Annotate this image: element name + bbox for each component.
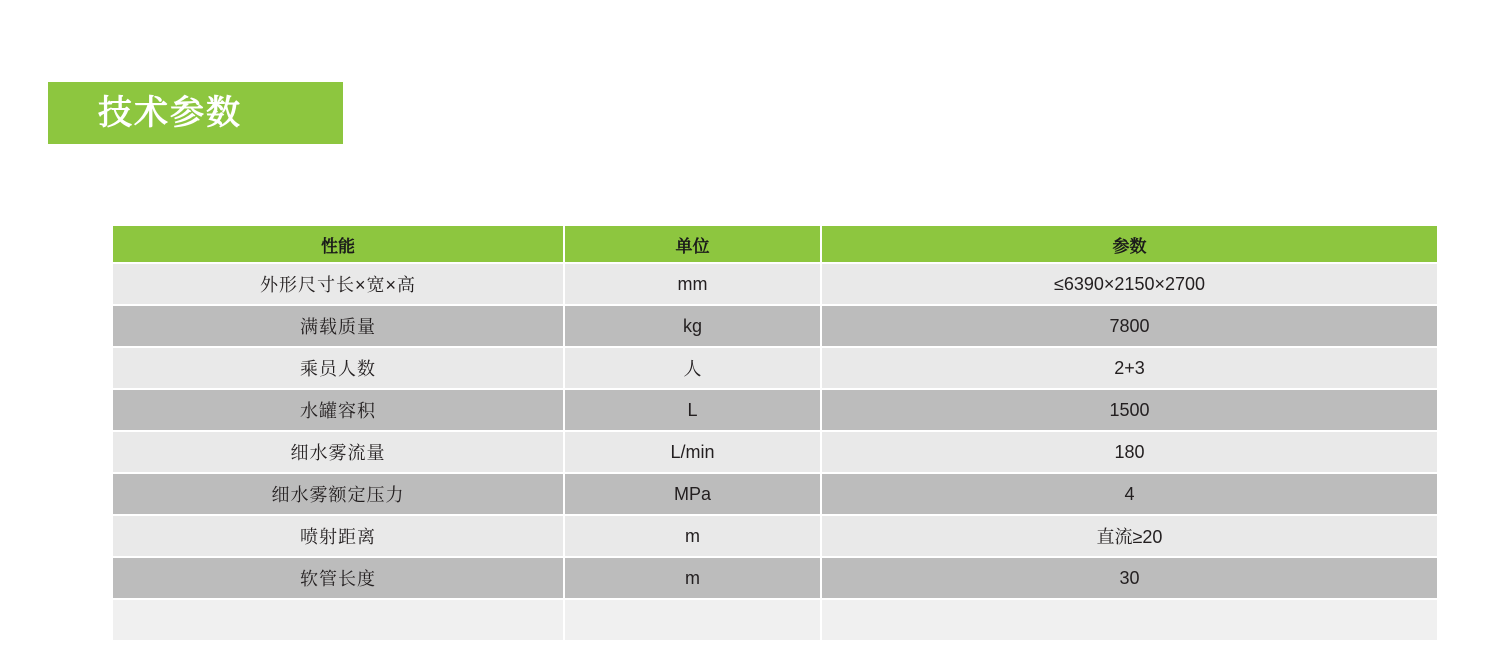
cell-value: 180 <box>822 432 1437 472</box>
cell-name: 外形尺寸长×宽×高 <box>113 264 563 304</box>
cell-name: 软管长度 <box>113 558 563 598</box>
cell-unit: m <box>565 516 820 556</box>
cell-value: 30 <box>822 558 1437 598</box>
cell-name: 喷射距离 <box>113 516 563 556</box>
column-header-unit: 单位 <box>565 226 820 262</box>
technical-parameters-table <box>111 224 1439 642</box>
cell-name: 细水雾额定压力 <box>113 474 563 514</box>
table-row <box>113 306 1437 346</box>
cell-value: 2+3 <box>822 348 1437 388</box>
table-header <box>113 226 1437 262</box>
cell-unit: m <box>565 558 820 598</box>
cell-value: 直流≥20 <box>822 516 1437 556</box>
cell-unit: L/min <box>565 432 820 472</box>
cell-unit: mm <box>565 264 820 304</box>
cell-value: 1500 <box>822 390 1437 430</box>
cell-value: ≤6390×2150×2700 <box>822 264 1437 304</box>
table-row <box>113 558 1437 598</box>
cell-unit <box>565 600 820 640</box>
table-row <box>113 390 1437 430</box>
cell-name: 满载质量 <box>113 306 563 346</box>
cell-value: 4 <box>822 474 1437 514</box>
table-row-empty <box>113 600 1437 640</box>
cell-name: 细水雾流量 <box>113 432 563 472</box>
cell-name: 乘员人数 <box>113 348 563 388</box>
cell-unit: kg <box>565 306 820 346</box>
section-title-banner <box>48 82 343 144</box>
table-row <box>113 432 1437 472</box>
table-row <box>113 474 1437 514</box>
cell-value <box>822 600 1437 640</box>
table-row <box>113 264 1437 304</box>
cell-unit: 人 <box>565 348 820 388</box>
cell-name: 水罐容积 <box>113 390 563 430</box>
page-title: 技术参数 <box>98 94 242 132</box>
column-header-parameter: 参数 <box>822 226 1437 262</box>
cell-name <box>113 600 563 640</box>
table-row <box>113 516 1437 556</box>
column-header-performance: 性能 <box>113 226 563 262</box>
cell-unit: L <box>565 390 820 430</box>
cell-unit: MPa <box>565 474 820 514</box>
table-row <box>113 348 1437 388</box>
table-header-row <box>113 226 1437 262</box>
table-body <box>113 264 1437 640</box>
cell-value: 7800 <box>822 306 1437 346</box>
